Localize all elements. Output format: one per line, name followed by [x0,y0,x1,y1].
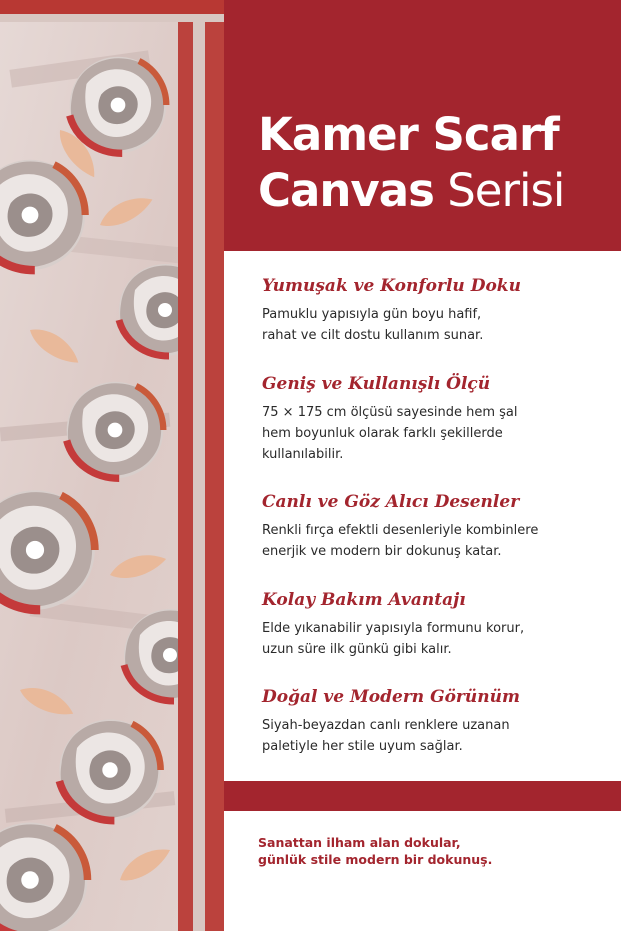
feature-desc-line: rahat ve cilt dostu kullanım sunar. [262,328,484,343]
slogan-line-1: Sanattan ilham alan dokular, [258,835,461,850]
feature-desc-line: Siyah-beyazdan canlı renklere uzanan [262,718,510,733]
feature-description [262,520,602,562]
title-line-2-regular: Serisi [433,164,565,217]
features-panel [224,251,621,781]
feature-description [262,402,602,465]
feature-desc-line: Pamuklu yapısıyla gün boyu hafif, [262,307,482,322]
feature-title: Geniş ve Kullanışlı Ölçü [262,374,491,394]
feature-item [262,275,602,346]
divider-band [224,781,621,811]
page-title [258,107,564,219]
feature-desc-line: Elde yıkanabilir yapısıyla formunu korur, [262,621,525,636]
slogan-line-2: günlük stile modern bir dokunuş. [258,852,493,867]
slogan-panel [224,811,621,931]
feature-desc-line: Renkli fırça efektli desenleriyle kombinlere [262,523,539,538]
feature-title: Kolay Bakım Avantajı [262,590,466,610]
feature-desc-line: paletiyle her stile uyum sağlar. [262,739,463,754]
feature-title: Canlı ve Göz Alıcı Desenler [262,492,520,512]
slogan [258,834,492,868]
feature-title: Doğal ve Modern Görünüm [262,687,520,707]
feature-desc-line: hem boyunluk olarak farklı şekillerde [262,426,503,441]
feature-description [262,618,602,660]
feature-description [262,715,602,757]
feature-desc-line: uzun süre ilk günkü gibi kalır. [262,642,452,657]
feature-desc-line: enerjik ve modern bir dokunuş katar. [262,544,502,559]
feature-description [262,304,602,346]
feature-desc-line: 75 × 175 cm ölçüsü sayesinde hem şal [262,405,518,420]
feature-desc-line: kullanılabilir. [262,447,344,462]
feature-item [262,686,602,757]
feature-item [262,589,602,660]
feature-item [262,491,602,562]
feature-title: Yumuşak ve Konforlu Doku [262,276,521,296]
title-line-2-bold: Canvas [258,164,434,217]
title-line-1: Kamer Scarf [258,108,559,161]
scarf-product-image [0,0,224,931]
feature-item [262,373,602,465]
